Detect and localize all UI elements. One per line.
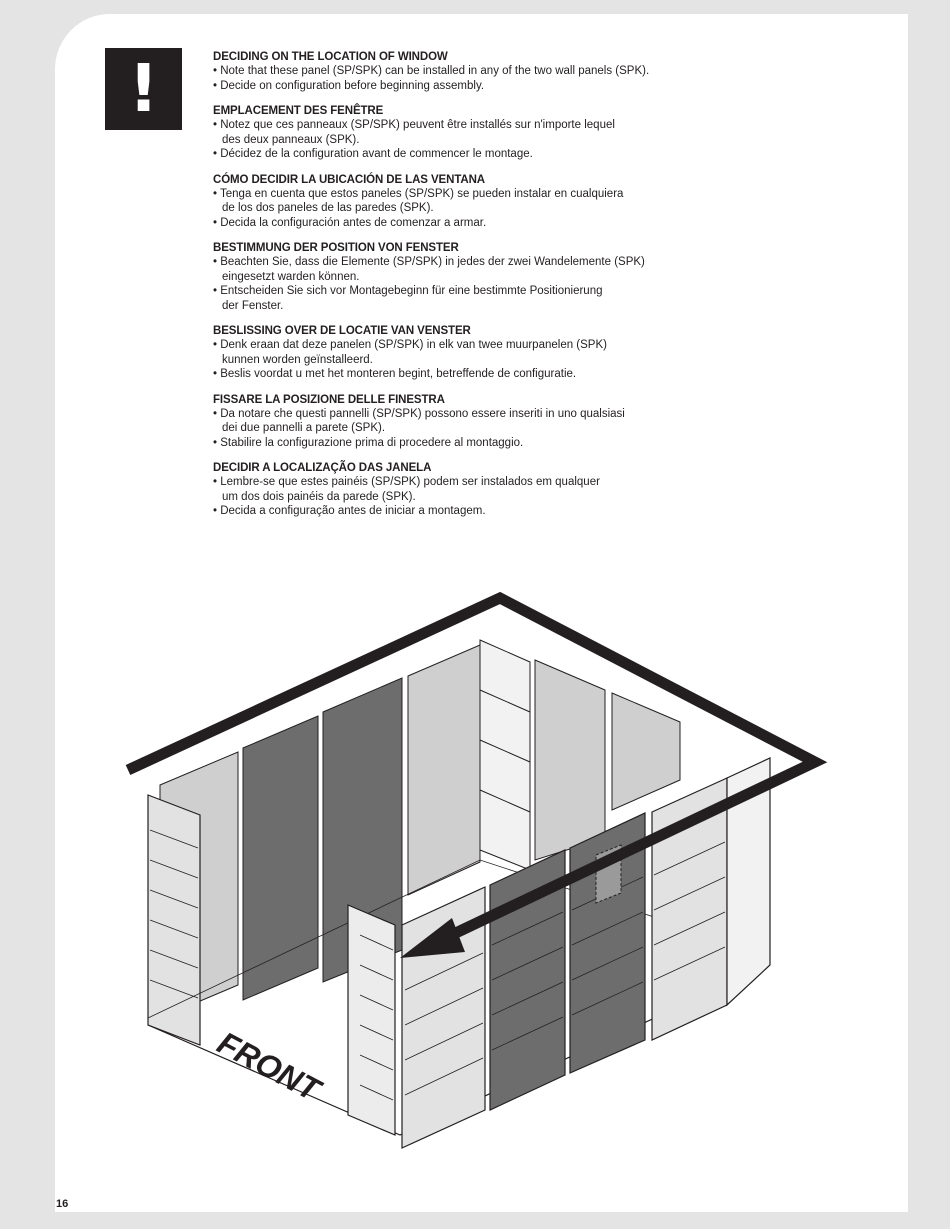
corner-column — [480, 640, 530, 870]
instruction-line: • Notez que ces panneaux (SP/SPK) peuvent être installés sur n'importe lequel — [213, 119, 615, 131]
instruction-line: • Lembre-se que estes painéis (SP/SPK) podem ser instalados em qualquer — [213, 476, 600, 488]
section-heading: BESLISSING OVER DE LOCATIE VAN VENSTER — [213, 325, 471, 337]
back-panel-light — [612, 693, 680, 810]
back-panel-light — [408, 645, 480, 895]
section-heading: BESTIMMUNG DER POSITION VON FENSTER — [213, 242, 459, 254]
instruction-line: des deux panneaux (SPK). — [222, 133, 360, 146]
front-label: FRONT — [211, 1024, 326, 1108]
instruction-line: • Beslis voordat u met het monteren begint, betreffende de configuratie. — [213, 368, 577, 380]
instruction-line: • Denk eraan dat deze panelen (SP/SPK) in elk van twee muurpanelen (SPK) — [213, 339, 607, 351]
section-heading: EMPLACEMENT DES FENÊTRE — [213, 105, 384, 117]
instruction-line: um dos dois painéis da parede (SPK). — [222, 490, 416, 503]
instruction-line: • Entscheiden Sie sich vor Montagebeginn für eine bestimmte Positionierung — [213, 285, 603, 297]
instruction-line: • Da notare che questi pannelli (SP/SPK) possono essere inseriti in uno qualsiasi — [213, 407, 625, 420]
back-panel-dark — [243, 716, 318, 1000]
exclamation-icon: ! — [128, 50, 159, 127]
section-heading: FISSARE LA POSIZIONE DELLE FINESTRA — [213, 393, 445, 406]
instruction-line: • Decida a configuração antes de iniciar a montagem. — [213, 505, 486, 517]
instruction-line: • Note that these panel (SP/SPK) can be installed in any of the two wall panels (SPK). — [213, 65, 650, 77]
instruction-line: • Décidez de la configuration avant de commencer le montage. — [213, 148, 533, 160]
instruction-line: eingesetzt warden können. — [222, 270, 360, 283]
back-panel-light — [535, 660, 605, 860]
section-heading: CÓMO DECIDIR LA UBICACIÓN DE LAS VENTANA — [213, 173, 486, 186]
instruction-line: • Beachten Sie, dass die Elemente (SP/SPK) in jedes der zwei Wandelemente (SPK) — [213, 256, 645, 268]
instruction-line: der Fenster. — [222, 299, 284, 312]
instruction-line: dei due pannelli a parete (SPK). — [222, 422, 386, 434]
instruction-line: de los dos paneles de las paredes (SPK). — [222, 202, 434, 214]
section-heading: DECIDIR A LOCALIZAÇÃO DAS JANELA — [213, 462, 432, 474]
section-heading: DECIDING ON THE LOCATION OF WINDOW — [213, 51, 448, 63]
instruction-line: • Tenga en cuenta que estos paneles (SP/SPK) se pueden instalar en cualquiera — [213, 187, 624, 200]
page-number: 16 — [56, 1198, 69, 1210]
instruction-line: • Decida la configuración antes de comenzar a armar. — [213, 216, 487, 229]
instruction-line: • Stabilire la configurazione prima di procedere al montaggio. — [213, 436, 524, 449]
instruction-line: • Decide on configuration before beginning assembly. — [213, 79, 485, 92]
instruction-line: kunnen worden geïnstalleerd. — [222, 353, 373, 366]
front-post — [348, 905, 395, 1135]
